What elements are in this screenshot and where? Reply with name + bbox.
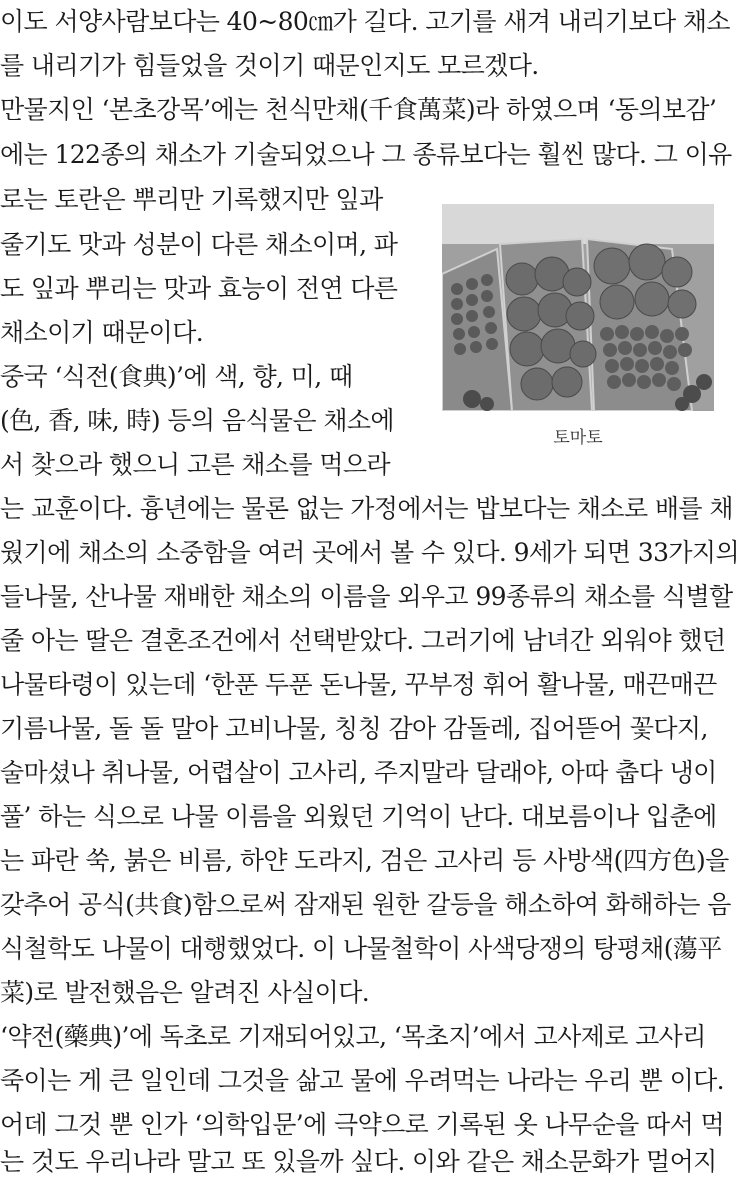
text-line: 죽이는 게 큰 일인데 그것을 삶고 물에 우려먹는 나라는 우리 뿐 이다. [0, 1066, 725, 1095]
text-line: 도 잎과 뿌리는 맛과 효능이 전연 다른 [0, 274, 398, 303]
text-line: 나물타령이 있는데 ‘한푼 두푼 돈나물, 꾸부정 휘어 활나물, 매끈매끈 [0, 670, 717, 699]
text-line: 식철학도 나물이 대행했었다. 이 나물철학이 사색당쟁의 탕평채(蕩平 [0, 934, 722, 963]
text-line: 만물지인 ‘본초강목’에는 천식만채(千食萬菜)라 하였으며 ‘동의보감’ [0, 95, 717, 124]
text-line: 이도 서양사람보다는 40~80㎝가 길다. 고기를 새겨 내리기보다 채소 [0, 7, 730, 36]
text-line: 를 내리기가 힘들었을 것이기 때문인지도 모르겠다. [0, 51, 539, 80]
tomato-illustration [442, 204, 714, 411]
text-line: 웠기에 채소의 소중함을 여러 곳에서 볼 수 있다. 9세가 되면 33가지의 [0, 538, 740, 567]
text-line: 로는 토란은 뿌리만 기록했지만 잎과 [0, 185, 383, 214]
text-line: 는 파란 쑥, 붉은 비름, 하얀 도라지, 검은 고사리 등 사방색(四方色)을 [0, 846, 729, 875]
text-line: 는 교훈이다. 흉년에는 물론 없는 가정에서는 밥보다는 채소로 배를 채 [0, 494, 733, 523]
text-line: 서 찾으라 했으니 고른 채소를 먹으라 [0, 450, 390, 479]
text-line: 菜)로 발전했음은 알려진 사실이다. [0, 978, 370, 1007]
text-line: 술마셨나 취나물, 어렵살이 고사리, 주지말라 달래야, 아따 춥다 냉이 [0, 758, 717, 787]
text-line: 에는 122종의 채소가 기술되었으나 그 종류보다는 훨씬 많다. 그 이유 [0, 140, 732, 169]
text-line: 줄기도 맛과 성분이 다른 채소이며, 파 [0, 230, 398, 259]
text-line: 중국 ‘식전(食典)’에 색, 향, 미, 때 [0, 362, 353, 391]
text-line: 갖추어 공식(共食)함으로써 잠재된 원한 갈등을 해소하여 화해하는 음 [0, 890, 731, 919]
photo-caption: 토마토 [553, 428, 603, 448]
text-line: 줄 아는 딸은 결혼조건에서 선택받았다. 그러기에 남녀간 외워야 했던 [0, 626, 726, 655]
text-line: 채소이기 때문이다. [0, 318, 204, 347]
text-line: 기름나물, 돌 돌 말아 고비나물, 칭칭 감아 감돌레, 집어뜯어 꽃다지, [0, 714, 708, 743]
tomato-photo [442, 204, 714, 411]
text-line: 어데 그것 뿐 인가 ‘의학입문’에 극약으로 기록된 옷 나무순을 따서 먹 [0, 1110, 725, 1139]
text-line: 는 것도 우리나라 말고 또 있을까 싶다. 이와 같은 채소문화가 멀어지 [0, 1147, 717, 1176]
text-line: ‘약전(藥典)’에 독초로 기재되어있고, ‘목초지’에서 고사제로 고사리 [0, 1022, 706, 1051]
text-line: 들나물, 산나물 재배한 채소의 이름을 외우고 99종류의 채소를 식별할 [0, 582, 733, 611]
text-line: (色, 香, 味, 時) 등의 음식물은 채소에 [0, 406, 394, 435]
text-line: 풀’ 하는 식으로 나물 이름을 외웠던 기억이 난다. 대보름이나 입춘에 [0, 802, 717, 831]
